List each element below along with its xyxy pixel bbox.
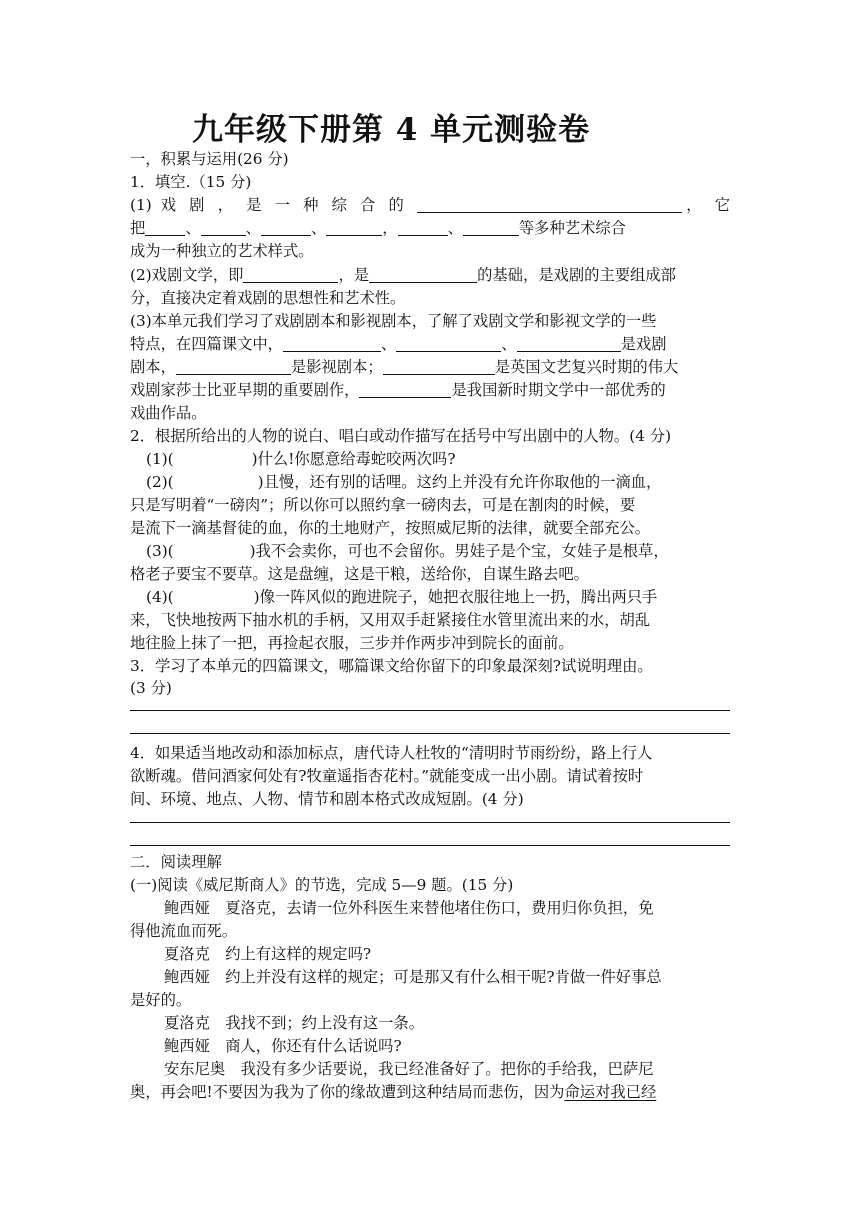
q1-1-line3: 成为一种独立的艺术样式。 bbox=[130, 242, 314, 260]
q1-1-line1: (1) 戏 剧 ， 是 一 种 综 合 的 ， 它 bbox=[130, 196, 730, 214]
answer-blank[interactable] bbox=[243, 266, 338, 283]
q2-item-4-cont2: 地往脸上抹了一把，再捡起衣服，三步并作两步冲到院长的面前。 bbox=[130, 634, 574, 652]
reading-intro: (一)阅读《威尼斯商人》的节选，完成 5—9 题。(15 分) bbox=[130, 876, 514, 894]
q1-3-line2: 特点，在四篇课文中， 、 、 是戏剧 bbox=[130, 335, 667, 353]
script-line-cont: 得他流血而死。 bbox=[130, 922, 238, 940]
answer-blank[interactable] bbox=[517, 335, 621, 352]
script-line: 鲍西娅 商人，你还有什么话说吗? bbox=[164, 1037, 402, 1055]
script-line: 鲍西娅 约上并没有这样的规定；可是那又有什么相干呢?肯做一件好事总 bbox=[164, 968, 662, 986]
q2-item-3: (3)( )我不会卖你，可也不会留你。男娃子是个宝，女娃子是根草， bbox=[146, 542, 669, 560]
q2-heading: 2．根据所给出的人物的说白、唱白或动作描写在括号中写出剧中的人物。(4 分) bbox=[130, 427, 672, 445]
script-line: 安东尼奥 我没有多少话要说，我已经准备好了。把你的手给我，巴萨尼 bbox=[164, 1060, 654, 1078]
answer-blank[interactable] bbox=[145, 219, 185, 236]
q3-text: 3．学习了本单元的四篇课文，哪篇课文给你留下的印象最深刻?试说明理由。 bbox=[130, 657, 653, 675]
answer-blank[interactable] bbox=[383, 358, 495, 375]
script-line: 夏洛克 我找不到；约上没有这一条。 bbox=[164, 1014, 425, 1032]
section-1-heading: 一，积累与运用(26 分) bbox=[130, 150, 289, 168]
answer-blank[interactable] bbox=[326, 219, 382, 236]
q2-item-2: (2)( )且慢，还有别的话哩。这约上并没有允许你取他的一滴血， bbox=[146, 473, 662, 491]
q2-item-3-cont: 格老子要宝不要草。这是盘缠，这是干粮，送给你，自谋生路去吧。 bbox=[130, 565, 589, 583]
q4-line1: 4．如果适当地改动和添加标点，唐代诗人杜牧的“清明时节雨纷纷，路上行人 bbox=[130, 744, 653, 762]
q2-item-2-cont1: 只是写明着“一磅肉”；所以你可以照约拿一磅肉去，可是在割肉的时候，要 bbox=[130, 496, 636, 514]
answer-blank[interactable] bbox=[369, 266, 477, 283]
q4-line2: 欲断魂。借问酒家何处有?牧童遥指杏花村。”就能变成一出小剧。请试着按时 bbox=[130, 767, 644, 785]
underlined-phrase: 命运对我已经 bbox=[564, 1083, 657, 1101]
script-line-cont: 奥，再会吧!不要因为我为了你的缘故遭到这种结局而悲伤，因为命运对我已经 bbox=[130, 1083, 657, 1101]
script-line: 夏洛克 约上有这样的规定吗? bbox=[164, 945, 372, 963]
q2-item-4-cont1: 来，飞快地按两下抽水机的手柄，又用双手赶紧接住水管里流出来的水，胡乱 bbox=[130, 611, 651, 629]
answer-blank[interactable] bbox=[396, 335, 501, 352]
answer-blank[interactable] bbox=[463, 219, 519, 236]
q2-item-2-cont2: 是流下一滴基督徒的血，你的土地财产，按照威尼斯的法律，就要全部充公。 bbox=[130, 519, 651, 537]
q1-2-line2: 分，直接决定着戏剧的思想性和艺术性。 bbox=[130, 289, 406, 307]
answer-blank[interactable] bbox=[359, 381, 451, 398]
q1-3-line5: 戏曲作品。 bbox=[130, 404, 207, 422]
answer-line[interactable] bbox=[130, 733, 730, 734]
page-title: 九年级下册第 4 单元测验卷 bbox=[192, 112, 591, 148]
q1-2-line1: (2)戏剧文学，即 ，是 的基础，是戏剧的主要组成部 bbox=[130, 266, 676, 284]
answer-blank[interactable] bbox=[261, 219, 311, 236]
q1-1-line2: 把 、 、 、 ， 、 等多种艺术综合 bbox=[130, 219, 626, 237]
q2-item-1: (1)( )什么!你愿意给毒蛇咬两次吗? bbox=[146, 450, 456, 468]
q3-score: (3 分) bbox=[130, 679, 172, 697]
q1-3-line3: 剧本， 是影视剧本； 是英国文艺复兴时期的伟大 bbox=[130, 358, 679, 376]
answer-blank[interactable] bbox=[398, 219, 448, 236]
answer-blank[interactable] bbox=[176, 358, 291, 375]
answer-blank[interactable] bbox=[417, 196, 682, 213]
q2-item-4: (4)( )像一阵风似的跑进院子，她把衣服往地上一扔，腾出两只手 bbox=[146, 588, 658, 606]
script-line: 鲍西娅 夏洛克，去请一位外科医生来替他堵住伤口，费用归你负担，免 bbox=[164, 899, 654, 917]
q1-3-line4: 戏剧家莎士比亚早期的重要剧作， 是我国新时期文学中一部优秀的 bbox=[130, 381, 666, 399]
answer-line[interactable] bbox=[130, 710, 730, 711]
answer-blank[interactable] bbox=[283, 335, 381, 352]
script-line-cont: 是好的。 bbox=[130, 991, 192, 1009]
answer-line[interactable] bbox=[130, 845, 730, 846]
section-2-heading: 二．阅读理解 bbox=[130, 853, 222, 871]
answer-blank[interactable] bbox=[201, 219, 246, 236]
q4-line3: 间、环境、地点、人物、情节和剧本格式改成短剧。(4 分) bbox=[130, 790, 524, 808]
answer-line[interactable] bbox=[130, 822, 730, 823]
q1-heading: 1．填空.（15 分) bbox=[130, 173, 252, 191]
q1-3-line1: (3)本单元我们学习了戏剧剧本和影视剧本，了解了戏剧文学和影视文学的一些 bbox=[130, 312, 657, 330]
